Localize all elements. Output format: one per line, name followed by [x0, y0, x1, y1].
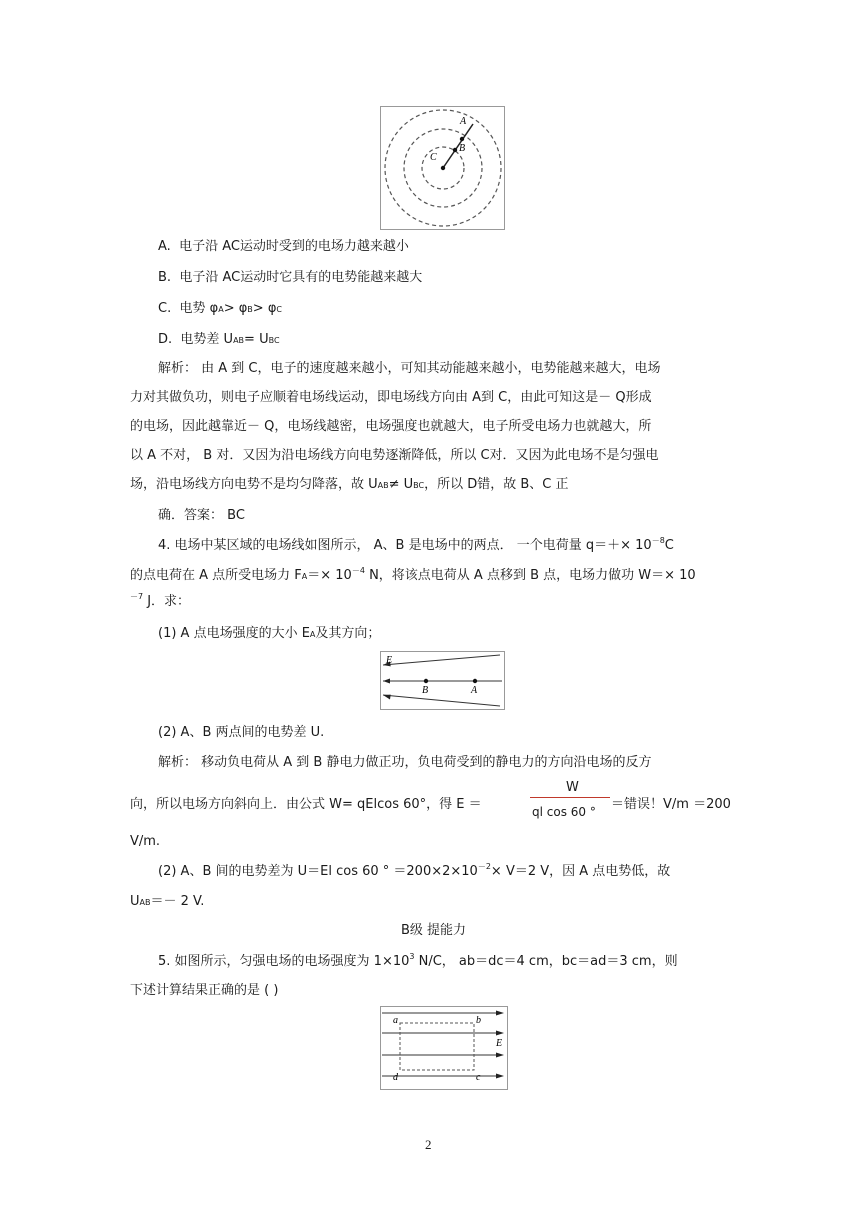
analysis-line-5c: ，所以 D错，故 B、C 正: [424, 477, 569, 492]
q5-line-1a: 5. 如图所示，匀强电场的电场强度为 1×10: [158, 954, 410, 969]
option-d-lead: 电势差 U: [180, 332, 234, 347]
label-e: E: [386, 655, 393, 666]
fraction-bar: [530, 797, 610, 798]
q4-line-2a: 的点电荷在 A 点所受电场力 F: [130, 568, 302, 583]
option-c-prefix: C.: [158, 301, 172, 316]
analysis-line-4: 以 A 不对， B 对．又因为沿电场线方向电势逐渐降低，所以 C对．又因为此电场不是匀强电: [130, 448, 659, 463]
q4-line-2: [130, 568, 696, 585]
q4-line-2-sub: A: [301, 572, 308, 581]
q4-part-1: [158, 626, 380, 643]
label-c: c: [476, 1072, 481, 1083]
option-a-text: 电子沿 AC运动时受到的电场力越来越小: [179, 239, 409, 254]
q4-line-1b: C: [664, 538, 674, 553]
analysis-sub-bc: BC: [413, 481, 425, 490]
q4-line-2b: ＝× 10: [307, 568, 352, 583]
q4-line-1a: 4. 电场中某区域的电场线如图所示， A、B 是电场中的两点． 一个电荷量 q＝＋× 10: [158, 538, 652, 553]
analysis-line-1: 解析： 由 A 到 C，电子的速度越来越小，可知其动能越来越小，电势能越来越大，电场: [158, 361, 661, 376]
analysis-line-5b: ≠ U: [388, 477, 414, 492]
section-heading: B级 提能力: [401, 923, 467, 938]
q4-solution-5: [130, 894, 204, 911]
option-a: [158, 239, 409, 255]
q4-solution-2a: 向，所以电场方向斜向上．由公式 W= qElcos 60°，得 E ＝: [130, 797, 482, 812]
label-d: d: [393, 1072, 398, 1083]
q4-solution-5a: U: [130, 894, 140, 909]
q4-part-1-sub: A: [309, 630, 316, 639]
option-c-sub-c: C: [276, 305, 282, 314]
option-a-prefix: A.: [158, 239, 171, 254]
q4-solution-3: V/m.: [130, 834, 161, 849]
option-c: [158, 301, 282, 318]
q4-solution-4a: (2) A、B 间的电势差为 U＝El cos 60 ° ＝200×2×10: [158, 864, 478, 879]
option-d-sub-bc: BC: [268, 336, 280, 345]
option-d: [158, 332, 280, 349]
q4-solution-5-sub: AB: [139, 898, 151, 907]
uniform-field-figure: [380, 1006, 508, 1090]
field-lines-figure: [380, 651, 505, 710]
analysis-line-3: 的电场，因此越靠近－ Q，电场线越密，电场强度也就越大，电子所受电场力也就越大，所: [130, 419, 652, 434]
analysis-line-5a: 场，沿电场线方向电势不是均匀降落，故 U: [130, 477, 378, 492]
q5-line-1b: N/C， ab＝dc＝4 cm，bc＝ad＝3 cm，则: [414, 954, 678, 969]
option-b-prefix: B.: [158, 270, 172, 285]
q4-line-1-sup: －8: [651, 536, 665, 545]
q4-part-2: (2) A、B 两点间的电势差 U.: [158, 725, 325, 740]
q5-line-2: 下述计算结果正确的是 ( ): [130, 983, 279, 998]
q4-solution-4b: × V＝2 V，因 A 点电势低，故: [490, 864, 671, 879]
label-a: A: [471, 685, 478, 696]
q4-part-1b: 及其方向；: [315, 626, 381, 641]
q4-line-3: J．求：: [143, 594, 191, 609]
label-b: B: [422, 685, 429, 696]
q4-solution-4: [158, 864, 670, 881]
q4-line-3: [130, 594, 190, 611]
label-e: E: [496, 1038, 503, 1049]
option-c-gt1: > φ: [223, 301, 248, 316]
q4-line-3-sup: －7: [130, 592, 144, 601]
fraction-numerator: W: [566, 780, 579, 795]
label-b: b: [476, 1015, 481, 1026]
q4-solution-4-sup: －2: [477, 862, 491, 871]
q4-solution-1: 解析： 移动负电荷从 A 到 B 静电力做正功，负电荷受到的静电力的方向沿电场的反方: [158, 755, 652, 770]
option-c-sub-b: B: [247, 305, 253, 314]
option-c-lead: 电势: [179, 301, 210, 316]
concentric-field-figure: [380, 106, 505, 230]
q4-solution-2b: ＝错误！V/m ＝200: [611, 797, 731, 812]
q4-line-2c: N，将该点电荷从 A 点移到 B 点，电场力做功 W＝× 10: [364, 568, 696, 583]
fraction-denominator: ql cos 60 °: [532, 805, 596, 819]
label-b: B: [459, 143, 466, 154]
label-a: A: [460, 116, 467, 127]
q4-solution-5b: ＝－ 2 V.: [150, 894, 205, 909]
page-number: 2: [425, 1137, 432, 1152]
option-b-text: 电子沿 AC运动时它具有的电势能越来越大: [179, 270, 423, 285]
label-a: a: [393, 1015, 398, 1026]
option-d-prefix: D.: [158, 332, 173, 347]
option-b: [158, 270, 422, 286]
option-d-mid: = U: [244, 332, 269, 347]
analysis-sub-ab: AB: [377, 481, 389, 490]
q5-line-1-sup: 3: [409, 952, 415, 961]
analysis-answer: 确．答案： BC: [158, 508, 245, 523]
analysis-line-5: [130, 477, 569, 494]
q4-part-1a: (1) A 点电场强度的大小 E: [158, 626, 310, 641]
analysis-line-2: 力对其做负功，则电子应顺着电场线运动，即电场线方向由 A到 C，由此可知这是－ Q形成: [130, 390, 652, 405]
q5-line-1: [158, 954, 678, 971]
option-c-sub-a: A: [218, 305, 224, 314]
option-d-sub-ab: AB: [233, 336, 245, 345]
option-c-gt2: > φ: [252, 301, 277, 316]
label-c: C: [430, 152, 437, 163]
q4-line-2-sup: －4: [351, 566, 365, 575]
q4-line-1: [158, 538, 674, 555]
option-c-phi: φ: [209, 301, 219, 316]
